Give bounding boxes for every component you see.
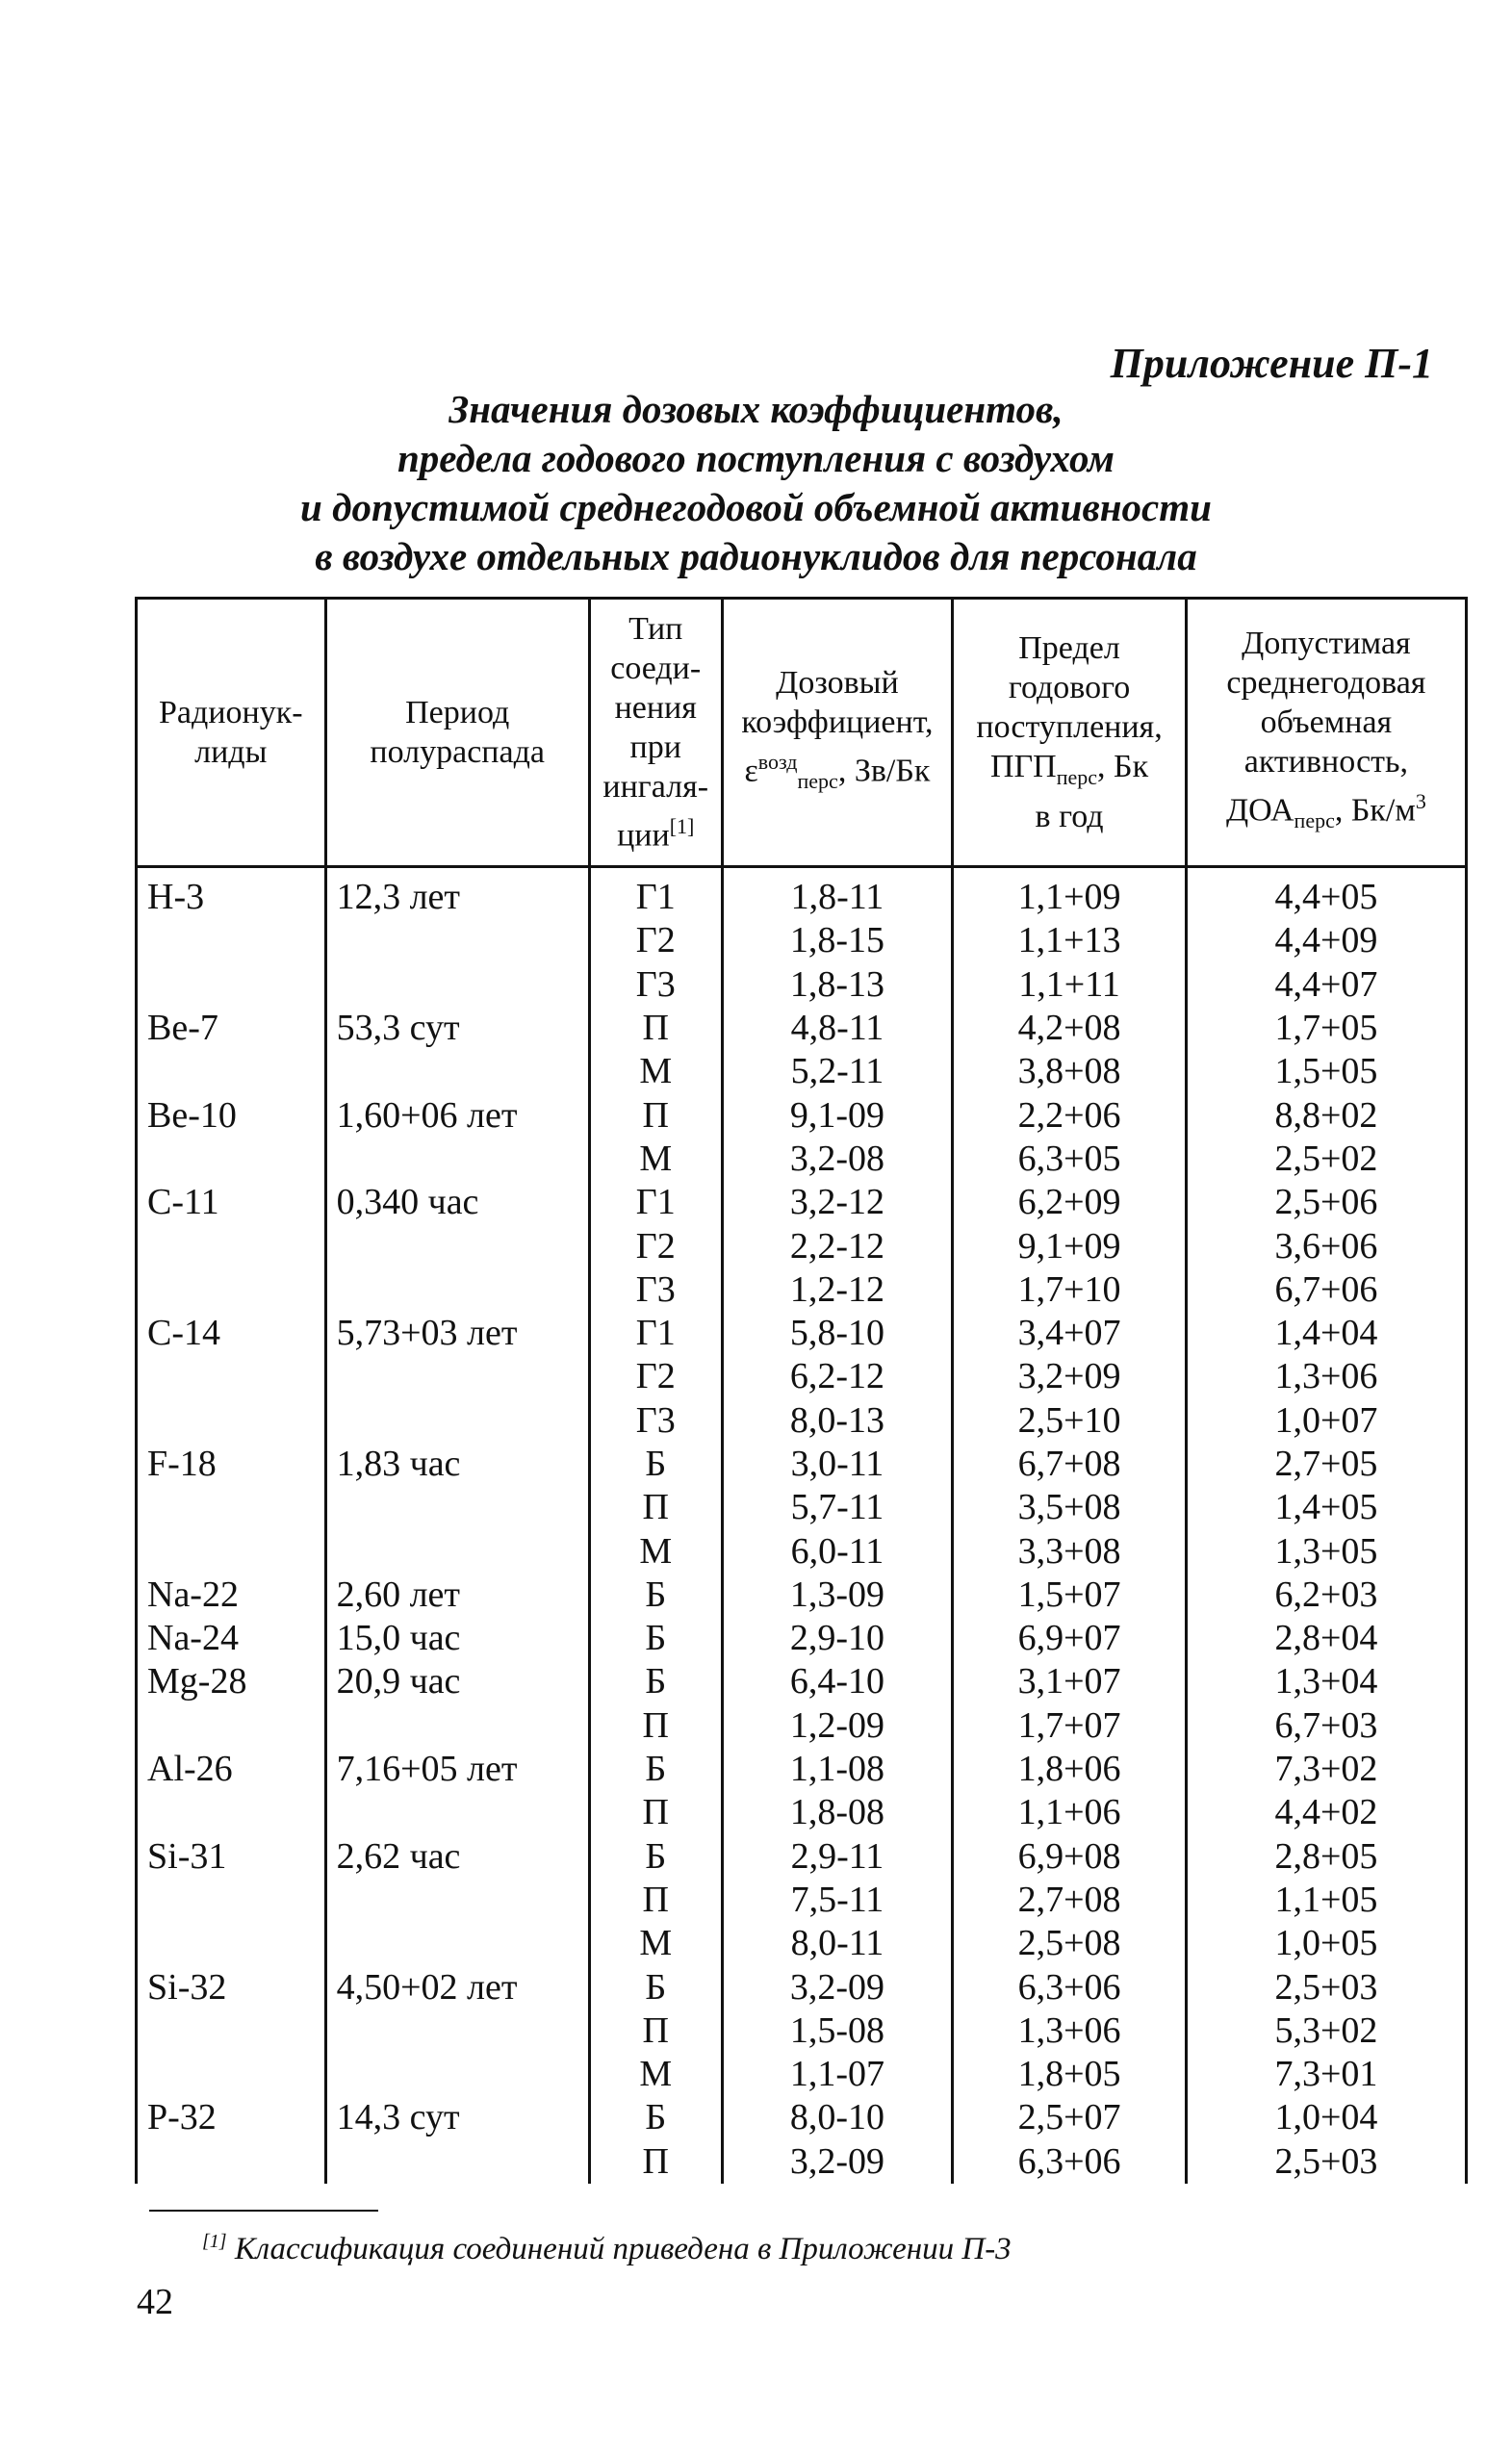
cell-radionuclide: H-3 (137, 867, 326, 920)
header-concentration: Допустимая среднегодовая объемная активность, $ДОА_{перс}$, $Бк/м^3$ (1186, 599, 1466, 867)
table-row (137, 1486, 1467, 1529)
radionuclide-table (135, 597, 1468, 2184)
table-row (137, 1617, 1467, 1660)
cell-compound-type: М (589, 1050, 722, 1093)
cell-concentration: 2,5+03 (1186, 1965, 1466, 2009)
cell-dose-coefficient: 1,8-15 (722, 919, 953, 962)
table-row (137, 1007, 1467, 1050)
cell-radionuclide: F-18 (137, 1443, 326, 1486)
cell-compound-type: П (589, 1007, 722, 1050)
cell-compound-type: Г1 (589, 1181, 722, 1224)
cell-concentration: 1,0+04 (1186, 2096, 1466, 2139)
cell-radionuclide (137, 1138, 326, 1181)
cell-concentration: 4,4+07 (1186, 963, 1466, 1007)
cell-dose-coefficient: 1,2-12 (722, 1268, 953, 1312)
cell-intake-limit: 6,3+06 (953, 2140, 1187, 2184)
cell-radionuclide (137, 963, 326, 1007)
cell-half-life (325, 963, 589, 1007)
cell-half-life: 14,3 сут (325, 2096, 589, 2139)
cell-half-life: 1,83 час (325, 1443, 589, 1486)
cell-radionuclide: Si-31 (137, 1835, 326, 1879)
cell-half-life: 2,62 час (325, 1835, 589, 1879)
cell-radionuclide (137, 1704, 326, 1748)
cell-intake-limit: 3,1+07 (953, 1660, 1187, 1703)
cell-intake-limit: 1,1+11 (953, 963, 1187, 1007)
cell-radionuclide (137, 2053, 326, 2096)
table-row (137, 1704, 1467, 1748)
title-line-1: Значения дозовых коэффициентов, (448, 387, 1064, 431)
cell-intake-limit: 2,2+06 (953, 1093, 1187, 1137)
cell-intake-limit: 9,1+09 (953, 1224, 1187, 1267)
cell-intake-limit: 3,8+08 (953, 1050, 1187, 1093)
cell-intake-limit: 6,2+09 (953, 1181, 1187, 1224)
cell-radionuclide: Al-26 (137, 1748, 326, 1791)
cell-compound-type: М (589, 2053, 722, 2096)
cell-concentration: 2,5+06 (1186, 1181, 1466, 1224)
cell-half-life (325, 1791, 589, 1834)
cell-compound-type: Г2 (589, 919, 722, 962)
cell-compound-type: Г3 (589, 1268, 722, 1312)
cell-compound-type: П (589, 1791, 722, 1834)
cell-compound-type: Г2 (589, 1224, 722, 1267)
cell-concentration: 1,4+05 (1186, 1486, 1466, 1529)
cell-dose-coefficient: 1,8-08 (722, 1791, 953, 1834)
table-row (137, 2053, 1467, 2096)
table-row (137, 1181, 1467, 1224)
cell-compound-type: Б (589, 1965, 722, 2009)
cell-intake-limit: 1,5+07 (953, 1574, 1187, 1617)
cell-compound-type: Б (589, 1835, 722, 1879)
cell-half-life (325, 1529, 589, 1573)
cell-dose-coefficient: 2,2-12 (722, 1224, 953, 1267)
cell-radionuclide (137, 1224, 326, 1267)
cell-half-life (325, 1879, 589, 1922)
cell-dose-coefficient: 2,9-10 (722, 1617, 953, 1660)
table-row (137, 1574, 1467, 1617)
cell-dose-coefficient: 1,1-08 (722, 1748, 953, 1791)
cell-concentration: 1,0+05 (1186, 1922, 1466, 1965)
cell-concentration: 7,3+02 (1186, 1748, 1466, 1791)
cell-compound-type: П (589, 1486, 722, 1529)
cell-dose-coefficient: 9,1-09 (722, 1093, 953, 1137)
cell-half-life (325, 2053, 589, 2096)
cell-radionuclide (137, 919, 326, 962)
cell-compound-type: М (589, 1138, 722, 1181)
cell-dose-coefficient: 7,5-11 (722, 1879, 953, 1922)
footnote-ref: [1] (669, 814, 695, 839)
cell-intake-limit: 2,5+10 (953, 1399, 1187, 1443)
cell-dose-coefficient: 6,2-12 (722, 1355, 953, 1398)
cell-half-life: 12,3 лет (325, 867, 589, 920)
cell-concentration: 6,2+03 (1186, 1574, 1466, 1617)
table-row (137, 963, 1467, 1007)
cell-concentration: 7,3+01 (1186, 2053, 1466, 2096)
cell-compound-type: Б (589, 1574, 722, 1617)
cell-radionuclide (137, 1879, 326, 1922)
cell-half-life: 2,60 лет (325, 1574, 589, 1617)
cell-dose-coefficient: 1,8-11 (722, 867, 953, 920)
cell-dose-coefficient: 5,8-10 (722, 1312, 953, 1355)
cell-intake-limit: 3,2+09 (953, 1355, 1187, 1398)
cell-compound-type: Б (589, 1660, 722, 1703)
cell-radionuclide (137, 1922, 326, 1965)
cell-compound-type: М (589, 1922, 722, 1965)
cell-half-life (325, 1268, 589, 1312)
cell-intake-limit: 3,4+07 (953, 1312, 1187, 1355)
cell-compound-type: П (589, 2009, 722, 2053)
cell-dose-coefficient: 6,0-11 (722, 1529, 953, 1573)
cell-concentration: 8,8+02 (1186, 1093, 1466, 1137)
cell-radionuclide (137, 1486, 326, 1529)
cell-intake-limit: 6,9+07 (953, 1617, 1187, 1660)
cell-compound-type: П (589, 1879, 722, 1922)
table-row (137, 1312, 1467, 1355)
cell-radionuclide: C-11 (137, 1181, 326, 1224)
cell-half-life (325, 1355, 589, 1398)
table-row (137, 1355, 1467, 1398)
cell-radionuclide (137, 1050, 326, 1093)
header-radionuclide: Радионук-лиды (137, 599, 326, 867)
table-row (137, 867, 1467, 920)
cell-half-life (325, 1704, 589, 1748)
cell-intake-limit: 6,3+05 (953, 1138, 1187, 1181)
header-compound-type: Тип соеди-нения при ингаля-ции[1] (589, 599, 722, 867)
table-row (137, 1443, 1467, 1486)
cell-concentration: 1,5+05 (1186, 1050, 1466, 1093)
table-row (137, 2096, 1467, 2139)
table-row (137, 1791, 1467, 1834)
cell-dose-coefficient: 5,7-11 (722, 1486, 953, 1529)
cell-dose-coefficient: 8,0-13 (722, 1399, 953, 1443)
cell-intake-limit: 1,8+05 (953, 2053, 1187, 2096)
table-row (137, 1660, 1467, 1703)
page-title (0, 385, 1512, 581)
cell-half-life (325, 2009, 589, 2053)
cell-dose-coefficient: 3,2-09 (722, 2140, 953, 2184)
cell-intake-limit: 2,5+07 (953, 2096, 1187, 2139)
table-row (137, 1922, 1467, 1965)
table-row (137, 1224, 1467, 1267)
cell-dose-coefficient: 8,0-11 (722, 1922, 953, 1965)
cell-intake-limit: 1,1+13 (953, 919, 1187, 962)
cell-dose-coefficient: 3,2-09 (722, 1965, 953, 2009)
table-row (137, 1050, 1467, 1093)
cell-compound-type: М (589, 1529, 722, 1573)
table-row (137, 1529, 1467, 1573)
title-line-2: предела годового поступления с воздухом (397, 436, 1115, 480)
cell-intake-limit: 3,3+08 (953, 1529, 1187, 1573)
cell-compound-type: П (589, 1093, 722, 1137)
cell-dose-coefficient: 5,2-11 (722, 1050, 953, 1093)
table-row (137, 1965, 1467, 2009)
cell-half-life (325, 1922, 589, 1965)
cell-intake-limit: 6,9+08 (953, 1835, 1187, 1879)
cell-radionuclide: Be-7 (137, 1007, 326, 1050)
cell-intake-limit: 2,7+08 (953, 1879, 1187, 1922)
cell-half-life: 20,9 час (325, 1660, 589, 1703)
cell-concentration: 1,4+04 (1186, 1312, 1466, 1355)
cell-intake-limit: 6,3+06 (953, 1965, 1187, 2009)
cell-concentration: 2,8+04 (1186, 1617, 1466, 1660)
cell-intake-limit: 1,3+06 (953, 2009, 1187, 2053)
header-dose-coefficient: Дозовый коэффициент, $\varepsilon^{возд}_{перс}$, Зв/Бк (722, 599, 953, 867)
cell-concentration: 4,4+09 (1186, 919, 1466, 962)
footnote (202, 2231, 1012, 2267)
footnote-mark: [1] (202, 2231, 227, 2252)
cell-half-life (325, 1138, 589, 1181)
table-row (137, 1138, 1467, 1181)
cell-concentration: 6,7+03 (1186, 1704, 1466, 1748)
title-line-3: и допустимой среднегодовой объемной активности (300, 485, 1212, 529)
cell-half-life: 15,0 час (325, 1617, 589, 1660)
cell-intake-limit: 4,2+08 (953, 1007, 1187, 1050)
cell-concentration: 2,5+03 (1186, 2140, 1466, 2184)
cell-half-life: 7,16+05 лет (325, 1748, 589, 1791)
table-row (137, 1748, 1467, 1791)
cell-concentration: 1,7+05 (1186, 1007, 1466, 1050)
cell-concentration: 1,1+05 (1186, 1879, 1466, 1922)
cell-intake-limit: 6,7+08 (953, 1443, 1187, 1486)
cell-concentration: 1,0+07 (1186, 1399, 1466, 1443)
table-row (137, 1399, 1467, 1443)
cell-half-life (325, 1050, 589, 1093)
cell-intake-limit: 1,7+07 (953, 1704, 1187, 1748)
cell-concentration: 2,5+02 (1186, 1138, 1466, 1181)
cell-dose-coefficient: 6,4-10 (722, 1660, 953, 1703)
cell-concentration: 2,7+05 (1186, 1443, 1466, 1486)
cell-concentration: 2,8+05 (1186, 1835, 1466, 1879)
cell-intake-limit: 1,8+06 (953, 1748, 1187, 1791)
table-row (137, 1879, 1467, 1922)
cell-half-life: 4,50+02 лет (325, 1965, 589, 2009)
cell-intake-limit: 1,7+10 (953, 1268, 1187, 1312)
cell-dose-coefficient: 1,1-07 (722, 2053, 953, 2096)
cell-radionuclide: P-32 (137, 2096, 326, 2139)
cell-compound-type: Г3 (589, 1399, 722, 1443)
cell-dose-coefficient: 1,8-13 (722, 963, 953, 1007)
cell-concentration: 4,4+02 (1186, 1791, 1466, 1834)
cell-compound-type: П (589, 2140, 722, 2184)
cell-radionuclide: C-14 (137, 1312, 326, 1355)
cell-dose-coefficient: 3,0-11 (722, 1443, 953, 1486)
table-row (137, 1093, 1467, 1137)
cell-half-life: 5,73+03 лет (325, 1312, 589, 1355)
cell-concentration: 3,6+06 (1186, 1224, 1466, 1267)
cell-dose-coefficient: 3,2-12 (722, 1181, 953, 1224)
cell-dose-coefficient: 4,8-11 (722, 1007, 953, 1050)
table-row (137, 1835, 1467, 1879)
cell-dose-coefficient: 1,3-09 (722, 1574, 953, 1617)
header-intake-limit: Предел годового поступления, $ПГП_{перс}$, Бк в год (953, 599, 1187, 867)
appendix-label: Приложение П-1 (1110, 340, 1433, 387)
cell-compound-type: Г2 (589, 1355, 722, 1398)
table-row (137, 2009, 1467, 2053)
table-row (137, 1268, 1467, 1312)
cell-concentration: 1,3+06 (1186, 1355, 1466, 1398)
cell-dose-coefficient: 1,5-08 (722, 2009, 953, 2053)
cell-compound-type: Б (589, 1443, 722, 1486)
cell-radionuclide (137, 1399, 326, 1443)
cell-half-life (325, 1399, 589, 1443)
cell-half-life: 53,3 сут (325, 1007, 589, 1050)
cell-concentration: 6,7+06 (1186, 1268, 1466, 1312)
cell-compound-type: Б (589, 1617, 722, 1660)
table-row (137, 919, 1467, 962)
cell-radionuclide: Na-22 (137, 1574, 326, 1617)
cell-compound-type: П (589, 1704, 722, 1748)
cell-half-life: 0,340 час (325, 1181, 589, 1224)
cell-radionuclide (137, 1529, 326, 1573)
footnote-divider (149, 2210, 378, 2212)
cell-radionuclide: Na-24 (137, 1617, 326, 1660)
table-body (137, 867, 1467, 2184)
cell-dose-coefficient: 3,2-08 (722, 1138, 953, 1181)
cell-intake-limit: 3,5+08 (953, 1486, 1187, 1529)
table-header (137, 599, 1467, 867)
cell-concentration: 4,4+05 (1186, 867, 1466, 920)
cell-radionuclide (137, 1791, 326, 1834)
table-row (137, 2140, 1467, 2184)
cell-compound-type: Б (589, 1748, 722, 1791)
title-line-4: в воздухе отдельных радионуклидов для персонала (315, 534, 1197, 578)
page-number: 42 (137, 2282, 173, 2322)
cell-radionuclide (137, 1355, 326, 1398)
cell-intake-limit: 1,1+06 (953, 1791, 1187, 1834)
cell-radionuclide (137, 2009, 326, 2053)
cell-half-life (325, 1486, 589, 1529)
cell-concentration: 1,3+04 (1186, 1660, 1466, 1703)
cell-concentration: 1,3+05 (1186, 1529, 1466, 1573)
cell-dose-coefficient: 1,2-09 (722, 1704, 953, 1748)
cell-compound-type: Г1 (589, 1312, 722, 1355)
cell-half-life: 1,60+06 лет (325, 1093, 589, 1137)
cell-intake-limit: 2,5+08 (953, 1922, 1187, 1965)
cell-concentration: 5,3+02 (1186, 2009, 1466, 2053)
cell-compound-type: Б (589, 2096, 722, 2139)
cell-half-life (325, 2140, 589, 2184)
cell-dose-coefficient: 2,9-11 (722, 1835, 953, 1879)
cell-radionuclide: Mg-28 (137, 1660, 326, 1703)
footnote-text: Классификация соединений приведена в Приложении П-3 (234, 2232, 1012, 2266)
cell-radionuclide: Si-32 (137, 1965, 326, 2009)
cell-radionuclide: Be-10 (137, 1093, 326, 1137)
cell-dose-coefficient: 8,0-10 (722, 2096, 953, 2139)
cell-half-life (325, 919, 589, 962)
cell-intake-limit: 1,1+09 (953, 867, 1187, 920)
cell-compound-type: Г1 (589, 867, 722, 920)
cell-compound-type: Г3 (589, 963, 722, 1007)
header-half-life: Период полураспада (325, 599, 589, 867)
cell-radionuclide (137, 1268, 326, 1312)
cell-radionuclide (137, 2140, 326, 2184)
cell-half-life (325, 1224, 589, 1267)
